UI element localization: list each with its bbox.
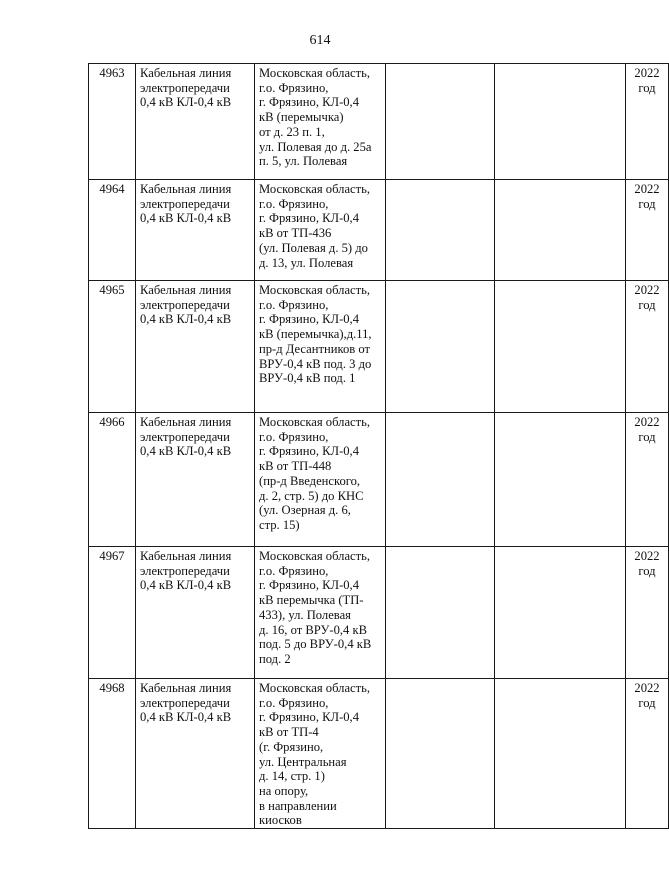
year-cell-line: год xyxy=(638,297,656,312)
object-name-cell xyxy=(136,180,255,281)
row-number-cell: 4966 xyxy=(89,413,136,547)
address-cell-line: киосков xyxy=(259,813,302,828)
empty-cell xyxy=(495,180,626,281)
table-row xyxy=(89,180,669,281)
year-cell-line: 2022 xyxy=(634,283,660,297)
empty-cell xyxy=(495,413,626,547)
object-name-cell-line: 0,4 кВ КЛ-0,4 кВ xyxy=(140,211,232,226)
row-number-cell: 4968 xyxy=(89,679,136,829)
object-name-cell-line: электропередачи xyxy=(140,80,230,95)
year-cell xyxy=(626,64,669,180)
address-cell-line: стр. 15) xyxy=(259,517,300,532)
empty-cell xyxy=(495,679,626,829)
address-cell-line: г. Фрязино, КЛ-0,4 xyxy=(259,211,360,226)
address-cell xyxy=(255,281,386,413)
address-cell-line: д. 13, ул. Полевая xyxy=(259,255,354,270)
year-cell-line: 2022 xyxy=(634,182,660,196)
table-row xyxy=(89,64,669,180)
empty-cell xyxy=(386,281,495,413)
address-cell-line: г.о. Фрязино, xyxy=(259,429,329,444)
empty-cell xyxy=(495,281,626,413)
address-cell-line: Московская область, xyxy=(259,415,371,429)
year-cell-line: 2022 xyxy=(634,66,660,80)
address-cell-line: г.о. Фрязино, xyxy=(259,80,329,95)
object-name-cell xyxy=(136,281,255,413)
object-name-cell-line: Кабельная линия xyxy=(140,66,232,80)
object-name-cell-line: Кабельная линия xyxy=(140,182,232,196)
address-cell-line: под. 5 до ВРУ-0,4 кВ xyxy=(259,637,372,652)
year-cell xyxy=(626,547,669,679)
row-number-cell: 4963 xyxy=(89,64,136,180)
address-cell-line: от д. 23 п. 1, xyxy=(259,124,325,139)
address-cell xyxy=(255,64,386,180)
registry-table xyxy=(88,63,669,829)
year-cell xyxy=(626,180,669,281)
table-row xyxy=(89,281,669,413)
address-cell-line: г.о. Фрязино, xyxy=(259,196,329,211)
address-cell-line: в направлении xyxy=(259,798,337,813)
address-cell-line: кВ от ТП-436 xyxy=(259,226,332,241)
address-cell-line: п. 5, ул. Полевая xyxy=(259,154,348,169)
year-cell-line: год xyxy=(638,695,656,710)
year-cell-line: 2022 xyxy=(634,681,660,695)
empty-cell xyxy=(386,413,495,547)
object-name-cell-line: Кабельная линия xyxy=(140,549,232,563)
table-row xyxy=(89,547,669,679)
object-name-cell-line: электропередачи xyxy=(140,297,230,312)
address-cell-line: д. 2, стр. 5) до КНС xyxy=(259,488,364,503)
object-name-cell-line: 0,4 кВ КЛ-0,4 кВ xyxy=(140,578,232,593)
page-number: 614 xyxy=(309,33,331,48)
object-name-cell-line: Кабельная линия xyxy=(140,681,232,695)
address-cell-line: г. Фрязино, КЛ-0,4 xyxy=(259,578,360,593)
address-cell-line: под. 2 xyxy=(259,651,291,666)
row-number-cell: 4965 xyxy=(89,281,136,413)
address-cell-line: ул. Центральная xyxy=(259,754,347,769)
address-cell-line: г. Фрязино, КЛ-0,4 xyxy=(259,710,360,725)
year-cell xyxy=(626,679,669,829)
address-cell-line: ул. Полевая до д. 25а xyxy=(259,139,372,154)
year-cell xyxy=(626,413,669,547)
address-cell-line: пр-д Десантников от xyxy=(259,341,370,356)
object-name-cell-line: электропередачи xyxy=(140,196,230,211)
object-name-cell-line: электропередачи xyxy=(140,695,230,710)
empty-cell xyxy=(386,679,495,829)
address-cell-line: г. Фрязино, КЛ-0,4 xyxy=(259,95,360,110)
address-cell-line: Московская область, xyxy=(259,283,371,297)
object-name-cell-line: 0,4 кВ КЛ-0,4 кВ xyxy=(140,312,232,327)
address-cell-line: (ул. Полевая д. 5) до xyxy=(259,240,368,255)
address-cell-line: на опору, xyxy=(259,783,309,798)
empty-cell xyxy=(386,547,495,679)
address-cell-line: кВ перемычка (ТП- xyxy=(259,593,364,608)
address-cell-line: ВРУ-0,4 кВ под. 1 xyxy=(259,371,356,386)
object-name-cell xyxy=(136,547,255,679)
address-cell xyxy=(255,679,386,829)
row-number-cell: 4964 xyxy=(89,180,136,281)
address-cell xyxy=(255,180,386,281)
year-cell-line: год xyxy=(638,429,656,444)
empty-cell xyxy=(386,180,495,281)
object-name-cell-line: Кабельная линия xyxy=(140,283,232,297)
address-cell-line: г.о. Фрязино, xyxy=(259,563,329,578)
year-cell-line: год xyxy=(638,563,656,578)
address-cell-line: Московская область, xyxy=(259,681,371,695)
address-cell-line: г. Фрязино, КЛ-0,4 xyxy=(259,312,360,327)
registry-table-body xyxy=(89,64,669,829)
address-cell-line: Московская область, xyxy=(259,182,371,196)
empty-cell xyxy=(495,64,626,180)
address-cell-line: кВ (перемычка),д.11, xyxy=(259,327,372,342)
object-name-cell xyxy=(136,413,255,547)
empty-cell xyxy=(386,64,495,180)
address-cell-line: кВ от ТП-4 xyxy=(259,725,319,740)
address-cell-line: кВ от ТП-448 xyxy=(259,459,332,474)
address-cell-line: (ул. Озерная д. 6, xyxy=(259,503,351,518)
year-cell xyxy=(626,281,669,413)
table-row xyxy=(89,679,669,829)
address-cell-line: (г. Фрязино, xyxy=(259,739,324,754)
address-cell-line: г.о. Фрязино, xyxy=(259,695,329,710)
year-cell-line: год xyxy=(638,196,656,211)
object-name-cell xyxy=(136,64,255,180)
address-cell xyxy=(255,547,386,679)
object-name-cell-line: 0,4 кВ КЛ-0,4 кВ xyxy=(140,444,232,459)
year-cell-line: 2022 xyxy=(634,415,660,429)
empty-cell xyxy=(495,547,626,679)
object-name-cell-line: электропередачи xyxy=(140,429,230,444)
address-cell-line: кВ (перемычка) xyxy=(259,110,344,125)
object-name-cell xyxy=(136,679,255,829)
address-cell-line: (пр-д Введенского, xyxy=(259,473,361,488)
year-cell-line: год xyxy=(638,80,656,95)
address-cell-line: г. Фрязино, КЛ-0,4 xyxy=(259,444,360,459)
table-row xyxy=(89,413,669,547)
address-cell-line: 433), ул. Полевая xyxy=(259,607,351,622)
object-name-cell-line: 0,4 кВ КЛ-0,4 кВ xyxy=(140,710,232,725)
address-cell-line: Московская область, xyxy=(259,66,371,80)
address-cell-line: д. 16, от ВРУ-0,4 кВ xyxy=(259,622,367,637)
object-name-cell-line: 0,4 кВ КЛ-0,4 кВ xyxy=(140,95,232,110)
year-cell-line: 2022 xyxy=(634,549,660,563)
object-name-cell-line: электропередачи xyxy=(140,563,230,578)
address-cell xyxy=(255,413,386,547)
address-cell-line: ВРУ-0,4 кВ под. 3 до xyxy=(259,356,372,371)
row-number-cell: 4967 xyxy=(89,547,136,679)
address-cell-line: г.о. Фрязино, xyxy=(259,297,329,312)
address-cell-line: Московская область, xyxy=(259,549,371,563)
address-cell-line: д. 14, стр. 1) xyxy=(259,769,325,784)
object-name-cell-line: Кабельная линия xyxy=(140,415,232,429)
